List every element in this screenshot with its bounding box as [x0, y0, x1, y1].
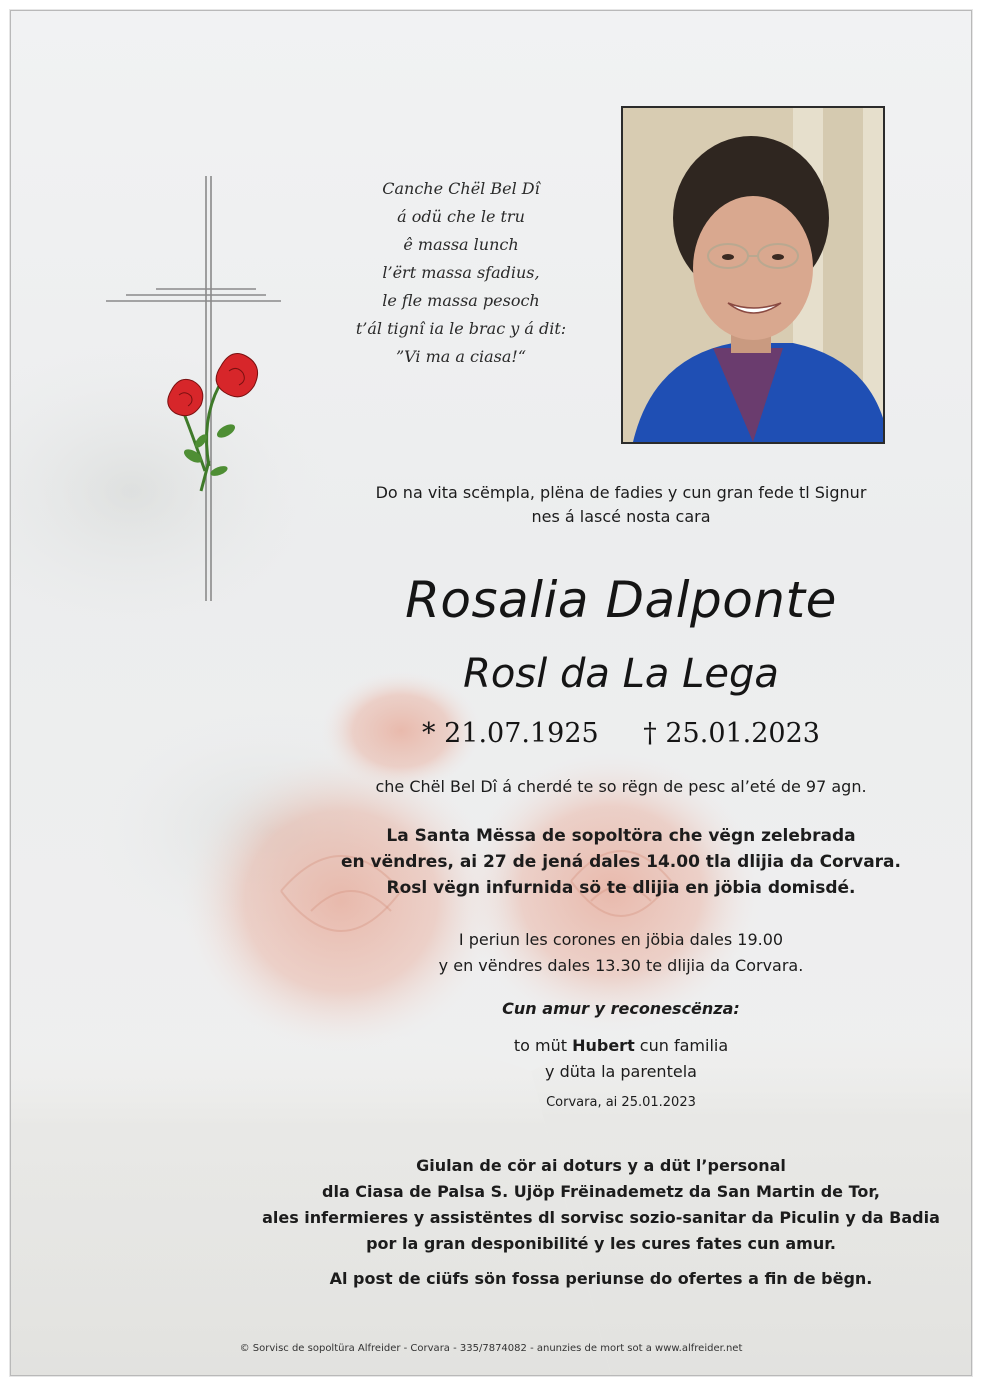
portrait-photo [621, 106, 885, 444]
mourners-prefix: to müt [513, 1036, 573, 1055]
rosary-line: I periun les corones en jöbia dales 19.00 [458, 930, 784, 949]
funeral-mass-info [311, 823, 931, 901]
deceased-name: Rosalia Dalponte [405, 571, 837, 629]
cross-icon [101, 171, 281, 611]
intro-line: Do na vita scëmpla, plëna de fadies y cun gran fede tl Signur [375, 483, 867, 502]
poem-line: Canche Chël Bel Dî [382, 179, 540, 198]
poem-line: le fle massa pesoch [382, 291, 540, 310]
mourners-list [311, 1033, 931, 1085]
poem [311, 175, 611, 371]
mourners-heading: Cun amur y reconescënza: [502, 999, 740, 1018]
intro-text [311, 481, 931, 529]
gratitude-line: por la gran desponibilité y les cures fates cun amur. [366, 1234, 836, 1253]
death-date: † 25.01.2023 [643, 718, 820, 749]
gratitude-line: ales infermieres y assistëntes dl sorvisc sozio-sanitar da Piculin y da Badia [262, 1208, 940, 1227]
rose-icon [168, 354, 258, 491]
poem-line: ê massa lunch [403, 235, 519, 254]
poem-line: ”Vi ma a ciasa!“ [395, 347, 527, 366]
gratitude-line: Giulan de cör ai doturs y a düt l’personal [416, 1156, 786, 1175]
mourner-name: Hubert [572, 1036, 635, 1055]
obituary-page [10, 10, 972, 1376]
mourners-line: y düta la parentela [545, 1062, 697, 1081]
deceased-nickname: Rosl da La Lega [463, 651, 779, 697]
footer-credit: © Sorvisc de sopoltüra Alfreider - Corvara - 335/7874082 - anunzies de mort sot a www.alfreider.net [239, 1343, 743, 1354]
birth-date: * 21.07.1925 [422, 718, 599, 749]
poem-line: l’ërt massa sfadius, [382, 263, 540, 282]
mourners-suffix: cun familia [634, 1036, 729, 1055]
age-text: che Chël Bel Dî á cherdé te so rëgn de pesc al’eté de 97 agn. [375, 777, 867, 796]
mourners-line [311, 1033, 931, 1059]
intro-line: nes á lascé nosta cara [531, 507, 711, 526]
poem-line: á odü che le tru [397, 207, 525, 226]
gratitude-line: dla Ciasa de Palsa S. Ujöp Frëinademetz da San Martin de Tor, [322, 1182, 880, 1201]
poem-line: t’ál tignî ia le brac y á dit: [355, 319, 567, 338]
mass-line: en vëndres, ai 27 de jená dales 14.00 tla dlijia da Corvara. [340, 852, 901, 872]
rosary-info [311, 927, 931, 979]
mass-line: La Santa Mëssa de sopoltöra che vëgn zelebrada [386, 826, 856, 846]
donation-note: Al post de ciüfs sön fossa periunse do ofertes a fin de bëgn. [329, 1269, 873, 1288]
mass-line: Rosl vëgn infurnida sö te dlijia en jöbia domisdé. [386, 878, 856, 898]
gratitude-text [251, 1153, 951, 1257]
place-date: Corvara, ai 25.01.2023 [546, 1095, 696, 1110]
rosary-line: y en vëndres dales 13.30 te dlijia da Corvara. [438, 956, 804, 975]
life-dates [311, 718, 931, 749]
